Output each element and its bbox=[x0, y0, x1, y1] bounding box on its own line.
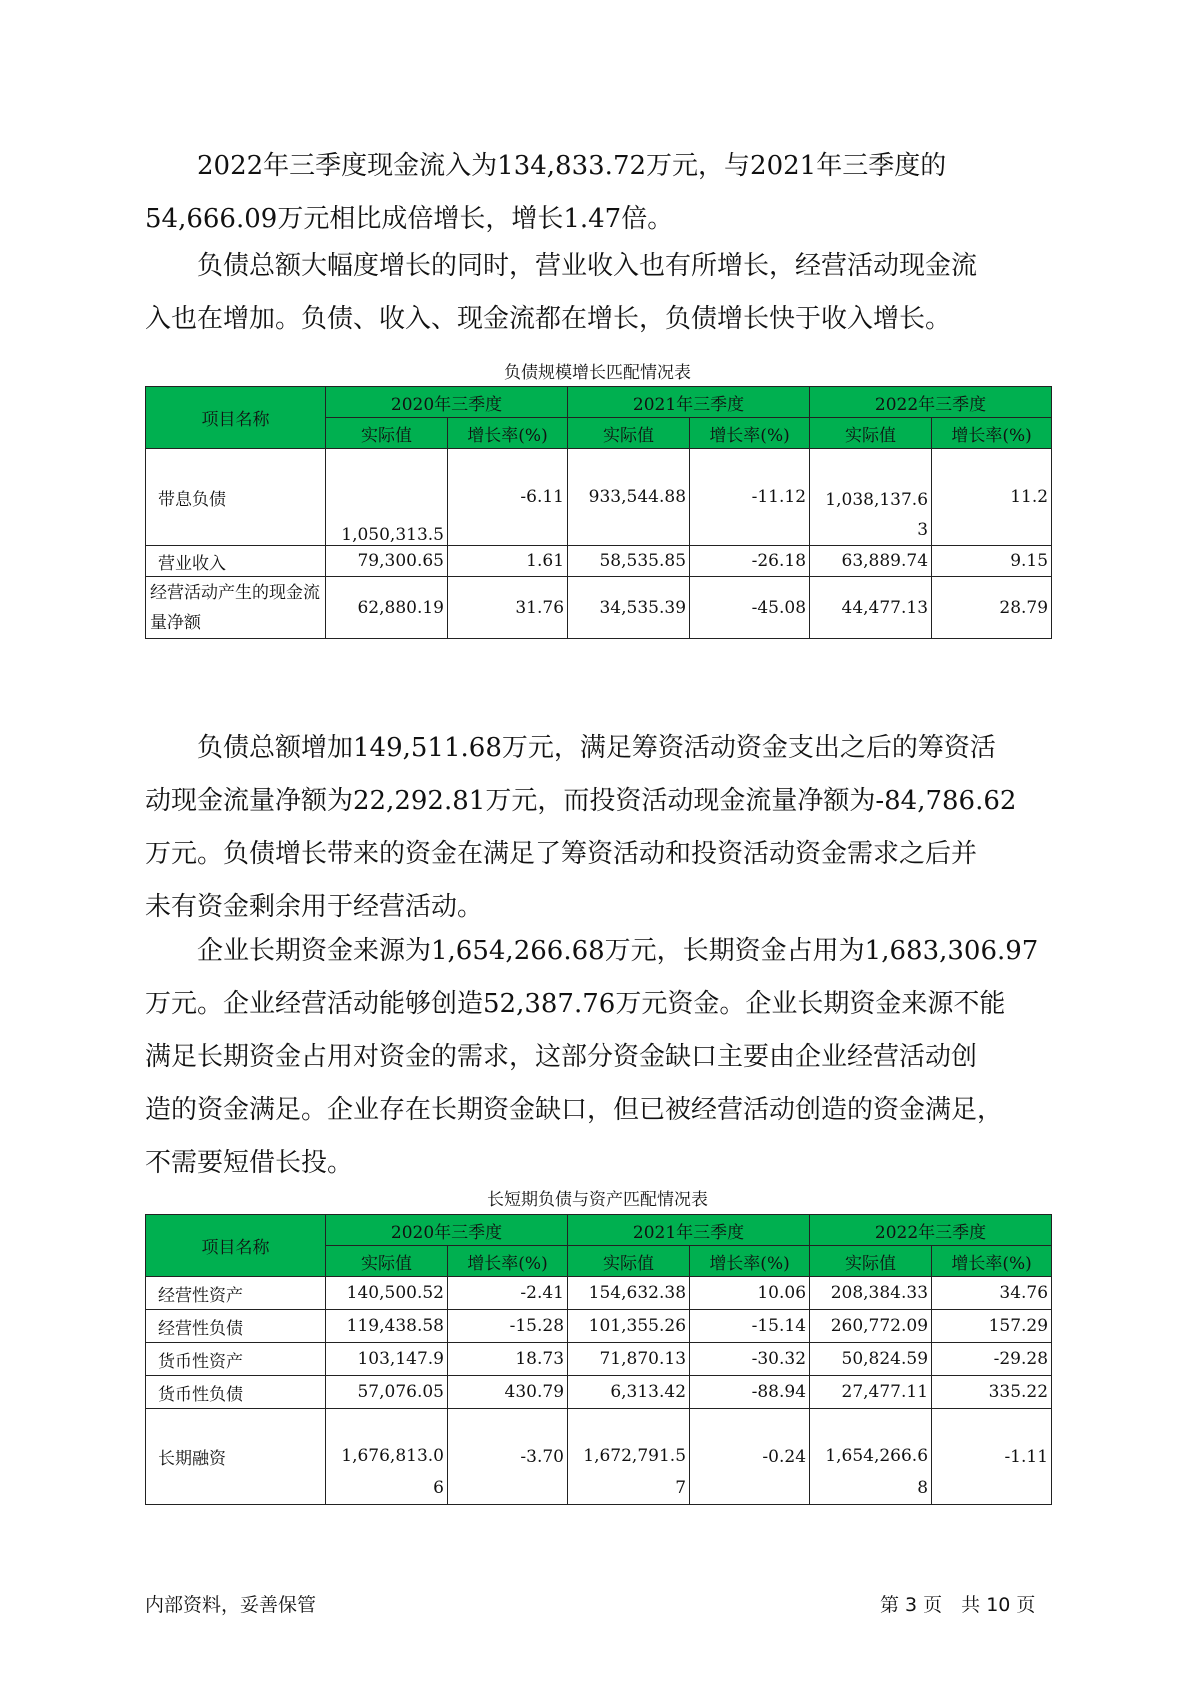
debt-scale-table bbox=[145, 386, 1052, 639]
table-row bbox=[146, 577, 1052, 639]
table-cell: -15.14 bbox=[690, 1310, 810, 1343]
table-header-row bbox=[146, 1215, 1052, 1246]
row-label: 货币性资产 bbox=[146, 1343, 326, 1376]
table-cell: 79,300.65 bbox=[326, 546, 448, 577]
table-cell: 58,535.85 bbox=[568, 546, 690, 577]
paragraph-long-term-funding bbox=[145, 925, 1050, 1190]
text-line: 动现金流量净额为22,292.81万元，而投资活动现金流量净额为-84,786.62 bbox=[145, 786, 1017, 816]
table-cell: 1,050,313.5 bbox=[326, 449, 448, 546]
table1-caption: 负债规模增长匹配情况表 bbox=[504, 363, 691, 383]
sub-header: 实际值 bbox=[326, 1246, 448, 1277]
footer-page-number: 第 3 页 共 10 页 bbox=[880, 1594, 1036, 1616]
sub-header: 增长率(%) bbox=[932, 418, 1052, 449]
period-header: 2022年三季度 bbox=[810, 387, 1052, 418]
table-cell: 34,535.39 bbox=[568, 577, 690, 639]
table-cell: -6.11 bbox=[448, 449, 568, 546]
table-row bbox=[146, 1277, 1052, 1310]
table-cell: -2.41 bbox=[448, 1277, 568, 1310]
row-label: 营业收入 bbox=[146, 546, 326, 577]
row-label: 长期融资 bbox=[146, 1409, 326, 1505]
table-cell: -88.94 bbox=[690, 1376, 810, 1409]
table-cell: -3.70 bbox=[448, 1409, 568, 1505]
table-cell: 101,355.26 bbox=[568, 1310, 690, 1343]
text-line: 54,666.09万元相比成倍增长，增长1.47倍。 bbox=[145, 204, 674, 234]
table-cell: -45.08 bbox=[690, 577, 810, 639]
table-row bbox=[146, 1310, 1052, 1343]
table-cell: 335.22 bbox=[932, 1376, 1052, 1409]
text-line: 负债总额增加149,511.68万元，满足筹资活动资金支出之后的筹资活 bbox=[145, 733, 996, 763]
text-line: 不需要短借长投。 bbox=[145, 1148, 354, 1178]
table-cell: 27,477.11 bbox=[810, 1376, 932, 1409]
text-line: 万元。负债增长带来的资金在满足了筹资活动和投资活动资金需求之后并 bbox=[145, 839, 978, 869]
table-cell: -11.12 bbox=[690, 449, 810, 546]
paragraph-cash-inflow bbox=[145, 140, 1050, 246]
table-cell: 140,500.52 bbox=[326, 1277, 448, 1310]
table-cell: 18.73 bbox=[448, 1343, 568, 1376]
item-name-header: 项目名称 bbox=[146, 1215, 326, 1277]
sub-header: 实际值 bbox=[810, 418, 932, 449]
text-line: 入也在增加。负债、收入、现金流都在增长，负债增长快于收入增长。 bbox=[145, 304, 952, 334]
sub-header: 实际值 bbox=[568, 1246, 690, 1277]
paragraph-debt-growth bbox=[145, 240, 1050, 346]
table-cell: 63,889.74 bbox=[810, 546, 932, 577]
table-row bbox=[146, 1376, 1052, 1409]
table-cell: 119,438.58 bbox=[326, 1310, 448, 1343]
sub-header: 增长率(%) bbox=[690, 1246, 810, 1277]
table-cell: -26.18 bbox=[690, 546, 810, 577]
table-cell: 1,038,137.6 3 bbox=[810, 449, 932, 546]
table-cell: 28.79 bbox=[932, 577, 1052, 639]
paragraph-financing-activity bbox=[145, 722, 1050, 934]
table-header-row bbox=[146, 387, 1052, 418]
period-header: 2021年三季度 bbox=[568, 387, 810, 418]
table-cell: 260,772.09 bbox=[810, 1310, 932, 1343]
sub-header: 实际值 bbox=[810, 1246, 932, 1277]
table-row bbox=[146, 1343, 1052, 1376]
table-cell: 157.29 bbox=[932, 1310, 1052, 1343]
sub-header: 增长率(%) bbox=[690, 418, 810, 449]
text-line: 未有资金剩余用于经营活动。 bbox=[145, 892, 484, 922]
period-header: 2020年三季度 bbox=[326, 1215, 568, 1246]
row-label: 货币性负债 bbox=[146, 1376, 326, 1409]
liability-asset-match-table bbox=[145, 1214, 1052, 1505]
text-line: 造的资金满足。企业存在长期资金缺口，但已被经营活动创造的资金满足， bbox=[145, 1095, 1004, 1125]
table-cell: 430.79 bbox=[448, 1376, 568, 1409]
period-header: 2020年三季度 bbox=[326, 387, 568, 418]
table2-caption: 长短期负债与资产匹配情况表 bbox=[487, 1190, 708, 1210]
sub-header: 增长率(%) bbox=[448, 1246, 568, 1277]
table-cell: 1,654,266.6 8 bbox=[810, 1409, 932, 1505]
table-cell: 31.76 bbox=[448, 577, 568, 639]
table-cell: 71,870.13 bbox=[568, 1343, 690, 1376]
text-line: 负债总额大幅度增长的同时，营业收入也有所增长，经营活动现金流 bbox=[145, 251, 978, 281]
table-cell: 62,880.19 bbox=[326, 577, 448, 639]
period-header: 2022年三季度 bbox=[810, 1215, 1052, 1246]
text-line: 万元。企业经营活动能够创造52,387.76万元资金。企业长期资金来源不能 bbox=[145, 989, 1006, 1019]
table-cell: 50,824.59 bbox=[810, 1343, 932, 1376]
table-cell: 1.61 bbox=[448, 546, 568, 577]
row-label: 带息负债 bbox=[146, 449, 326, 546]
table-cell: -30.32 bbox=[690, 1343, 810, 1376]
row-label: 经营性资产 bbox=[146, 1277, 326, 1310]
table-row bbox=[146, 1409, 1052, 1505]
table-cell: 10.06 bbox=[690, 1277, 810, 1310]
sub-header: 增长率(%) bbox=[448, 418, 568, 449]
item-name-header: 项目名称 bbox=[146, 387, 326, 449]
table-cell: 103,147.9 bbox=[326, 1343, 448, 1376]
table-cell: 208,384.33 bbox=[810, 1277, 932, 1310]
table-cell: 6,313.42 bbox=[568, 1376, 690, 1409]
table-cell: 933,544.88 bbox=[568, 449, 690, 546]
text-line: 满足长期资金占用对资金的需求，这部分资金缺口主要由企业经营活动创 bbox=[145, 1042, 978, 1072]
table-cell: -29.28 bbox=[932, 1343, 1052, 1376]
period-header: 2021年三季度 bbox=[568, 1215, 810, 1246]
sub-header: 实际值 bbox=[568, 418, 690, 449]
footer-confidential-note: 内部资料，妥善保管 bbox=[145, 1594, 317, 1616]
sub-header: 增长率(%) bbox=[932, 1246, 1052, 1277]
row-label: 经营活动产生的现金流量净额 bbox=[146, 577, 326, 639]
table-row bbox=[146, 449, 1052, 546]
row-label: 经营性负债 bbox=[146, 1310, 326, 1343]
table-cell: 1,676,813.0 6 bbox=[326, 1409, 448, 1505]
text-line: 2022年三季度现金流入为134,833.72万元，与2021年三季度的 bbox=[145, 151, 947, 181]
table-cell: 9.15 bbox=[932, 546, 1052, 577]
table-cell: 154,632.38 bbox=[568, 1277, 690, 1310]
table-cell: 34.76 bbox=[932, 1277, 1052, 1310]
table-cell: 1,672,791.5 7 bbox=[568, 1409, 690, 1505]
table-cell: -1.11 bbox=[932, 1409, 1052, 1505]
table-cell: 44,477.13 bbox=[810, 577, 932, 639]
table-cell: -15.28 bbox=[448, 1310, 568, 1343]
table-cell: 57,076.05 bbox=[326, 1376, 448, 1409]
table-row bbox=[146, 546, 1052, 577]
table-cell: 11.2 bbox=[932, 449, 1052, 546]
text-line: 企业长期资金来源为1,654,266.68万元，长期资金占用为1,683,306.97 bbox=[145, 936, 1039, 966]
table-cell: -0.24 bbox=[690, 1409, 810, 1505]
sub-header: 实际值 bbox=[326, 418, 448, 449]
